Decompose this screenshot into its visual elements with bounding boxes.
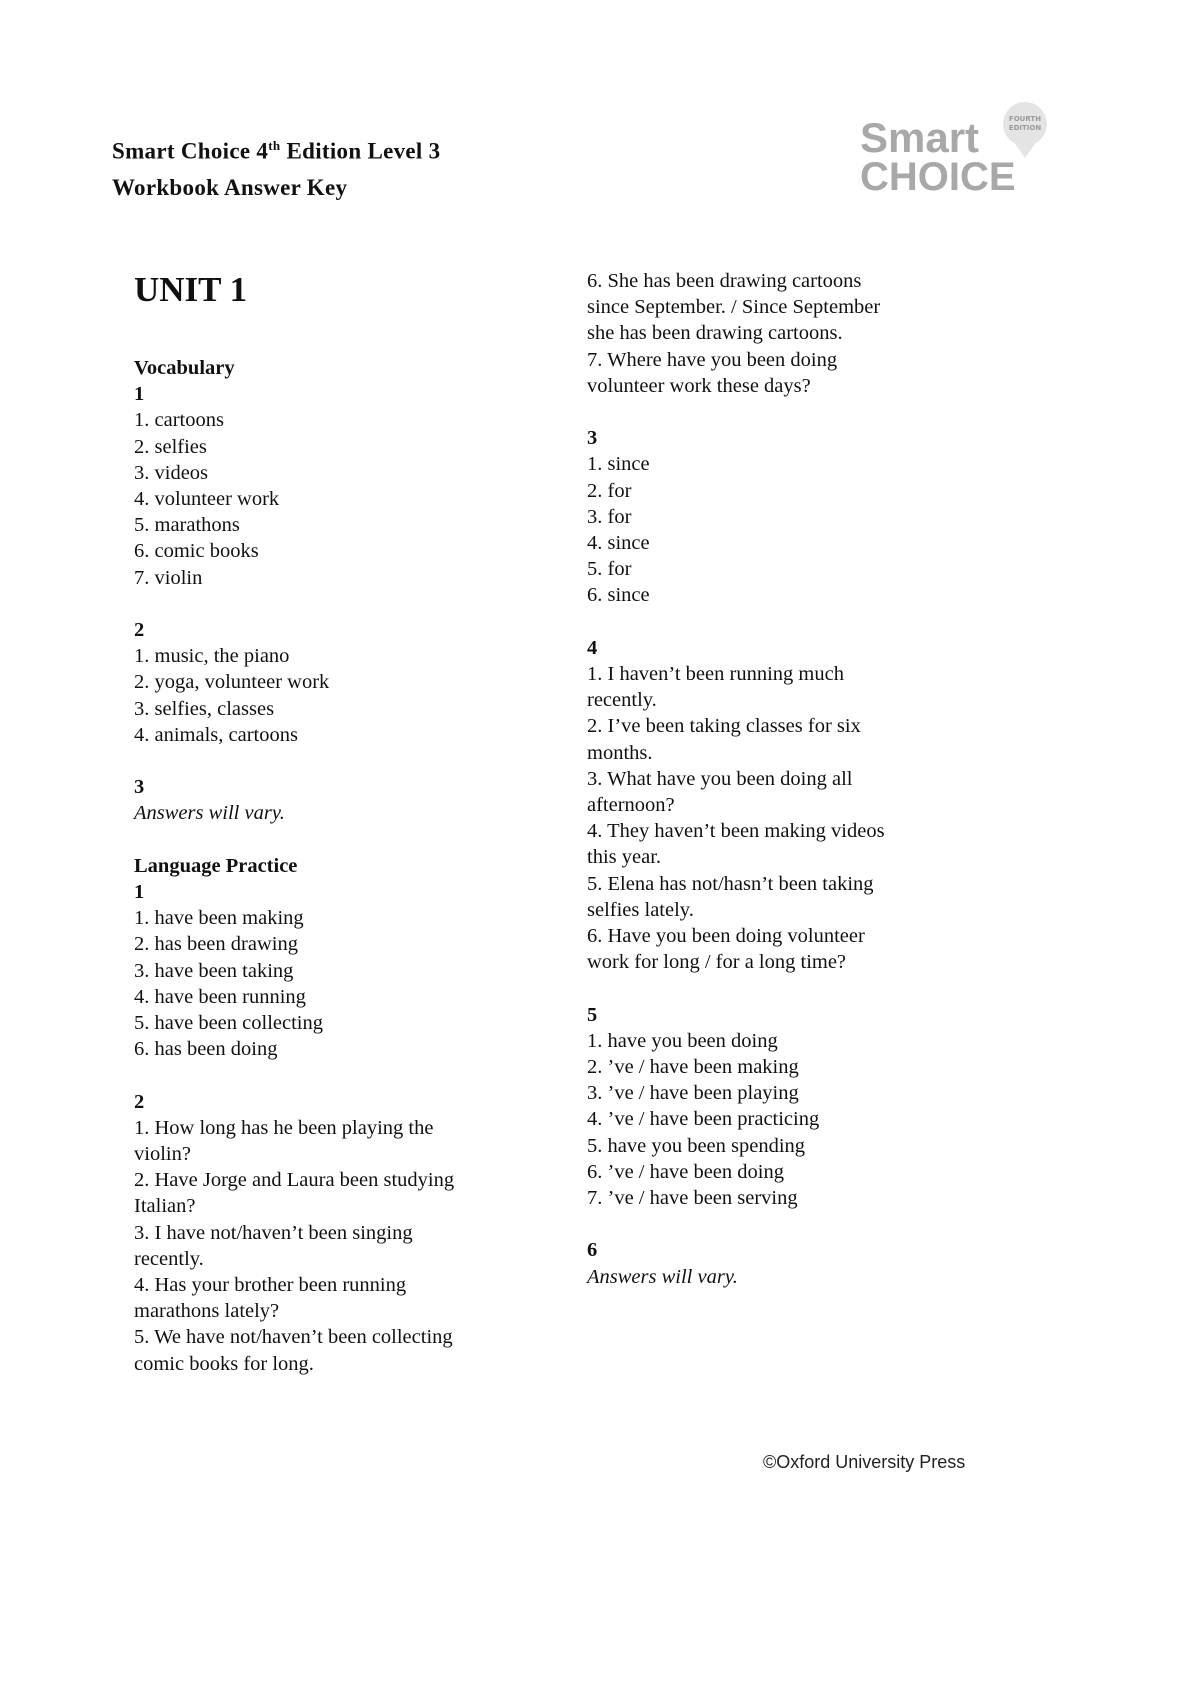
badge-line-2: EDITION xyxy=(1008,124,1042,132)
answer-line: 1. music, the piano xyxy=(134,645,290,668)
answer-line: 2. selfies xyxy=(134,435,207,458)
section-heading: Language Practice xyxy=(134,854,298,877)
answer-line: recently. xyxy=(587,689,657,712)
document-title xyxy=(112,128,440,206)
copyright-footer: ©Oxford University Press xyxy=(763,1452,966,1472)
smart-choice-logo xyxy=(840,100,1050,210)
answer-section xyxy=(134,617,554,748)
answer-line: she has been drawing cartoons. xyxy=(587,322,843,345)
answer-line: 6. ’ve / have been doing xyxy=(587,1160,784,1183)
exercise-number: 2 xyxy=(134,1090,145,1113)
left-column xyxy=(134,355,554,1403)
answer-section xyxy=(134,355,554,591)
exercise-number: 3 xyxy=(134,776,145,799)
answer-section xyxy=(587,425,1007,608)
answer-line: 2. I’ve been taking classes for six xyxy=(587,715,861,738)
exercise-number: 1 xyxy=(134,881,145,904)
answer-line: 7. violin xyxy=(134,566,203,589)
answer-line: 2. ’ve / have been making xyxy=(587,1056,799,1079)
answer-line: 2. has been drawing xyxy=(134,933,298,956)
answer-line: work for long / for a long time? xyxy=(587,951,847,974)
edition-badge-pointer-icon xyxy=(1013,141,1037,158)
answer-line: 7. ’ve / have been serving xyxy=(587,1187,798,1210)
answer-line: 5. marathons xyxy=(134,514,240,537)
answer-line: recently. xyxy=(134,1247,204,1270)
logo-smart-text: Smart xyxy=(860,114,980,161)
logo-choice-text: CHOICE xyxy=(860,155,1016,199)
answer-section xyxy=(587,268,1007,399)
answer-line: 6. since xyxy=(587,584,650,607)
answer-note: Answers will vary. xyxy=(587,1265,738,1288)
answer-line: 6. Have you been doing volunteer xyxy=(587,925,865,948)
right-column xyxy=(587,268,1007,1316)
answer-line: 1. have you been doing xyxy=(587,1029,778,1052)
answer-line: Italian? xyxy=(134,1195,196,1218)
answer-line: 2. yoga, volunteer work xyxy=(134,671,330,694)
answer-line: 6. She has been drawing cartoons xyxy=(587,270,862,292)
section-heading: Vocabulary xyxy=(134,357,235,379)
unit-heading: UNIT 1 xyxy=(134,270,248,309)
answer-line: 4. Has your brother been running xyxy=(134,1274,407,1297)
answer-note: Answers will vary. xyxy=(134,802,285,825)
answer-line: 4. animals, cartoons xyxy=(134,723,298,746)
answer-section xyxy=(134,853,554,1063)
answer-line: marathons lately? xyxy=(134,1300,280,1323)
answer-line: 6. comic books xyxy=(134,540,259,563)
answer-line: 5. for xyxy=(587,558,632,581)
answer-line: 1. cartoons xyxy=(134,409,224,432)
answer-line: 6. has been doing xyxy=(134,1038,278,1061)
answer-line: 3. have been taking xyxy=(134,959,294,982)
exercise-number: 3 xyxy=(587,427,598,450)
answer-line: 5. We have not/haven’t been collecting xyxy=(134,1326,453,1349)
answer-line: 5. have been collecting xyxy=(134,1012,323,1035)
answer-line: 1. since xyxy=(587,453,650,476)
answer-line: 4. have been running xyxy=(134,985,306,1008)
answer-line: 1. have been making xyxy=(134,907,304,930)
answer-line: 3. for xyxy=(587,505,632,528)
answer-line: 3. I have not/haven’t been singing xyxy=(134,1221,413,1244)
answer-line: 3. What have you been doing all xyxy=(587,767,853,790)
title-text-end: Edition Level 3 xyxy=(280,138,441,164)
exercise-number: 1 xyxy=(134,383,145,406)
answer-line: 2. for xyxy=(587,479,632,502)
answer-line: 5. have you been spending xyxy=(587,1134,806,1157)
answer-line: 3. ’ve / have been playing xyxy=(587,1082,799,1105)
answer-line: 2. Have Jorge and Laura been studying xyxy=(134,1169,455,1192)
answer-line: 5. Elena has not/hasn’t been taking xyxy=(587,872,874,895)
answer-line: volunteer work these days? xyxy=(587,374,811,397)
answer-line: 4. ’ve / have been practicing xyxy=(587,1108,820,1131)
answer-line: 3. videos xyxy=(134,461,209,484)
answer-section xyxy=(134,1089,554,1377)
answer-line: violin? xyxy=(134,1143,191,1166)
answer-line: since September. / Since September xyxy=(587,296,881,319)
answer-section xyxy=(587,1002,1007,1212)
exercise-number: 4 xyxy=(587,636,598,659)
answer-section xyxy=(587,1237,1007,1289)
exercise-number: 5 xyxy=(587,1003,598,1026)
answer-line: selfies lately. xyxy=(587,898,694,921)
answer-line: this year. xyxy=(587,846,662,869)
title-sup: th xyxy=(268,138,281,153)
answer-line: 1. I haven’t been running much xyxy=(587,663,844,686)
answer-line: comic books for long. xyxy=(134,1352,314,1375)
exercise-number: 6 xyxy=(587,1239,598,1262)
answer-line: 1. How long has he been playing the xyxy=(134,1116,434,1139)
answer-line: 3. selfies, classes xyxy=(134,697,275,720)
answer-line: 4. They haven’t been making videos xyxy=(587,820,885,843)
answer-line: 4. volunteer work xyxy=(134,488,280,511)
exercise-number: 2 xyxy=(134,619,145,642)
badge-line-1: FOURTH xyxy=(1008,115,1042,123)
title-text: Smart Choice 4 xyxy=(112,138,269,164)
answer-line: 4. since xyxy=(587,532,650,555)
answer-section xyxy=(134,774,554,826)
document-subtitle: Workbook Answer Key xyxy=(112,174,348,200)
answer-line: afternoon? xyxy=(587,794,675,817)
answer-section xyxy=(587,635,1007,976)
answer-line: 7. Where have you been doing xyxy=(587,348,838,371)
answer-line: months. xyxy=(587,741,653,764)
